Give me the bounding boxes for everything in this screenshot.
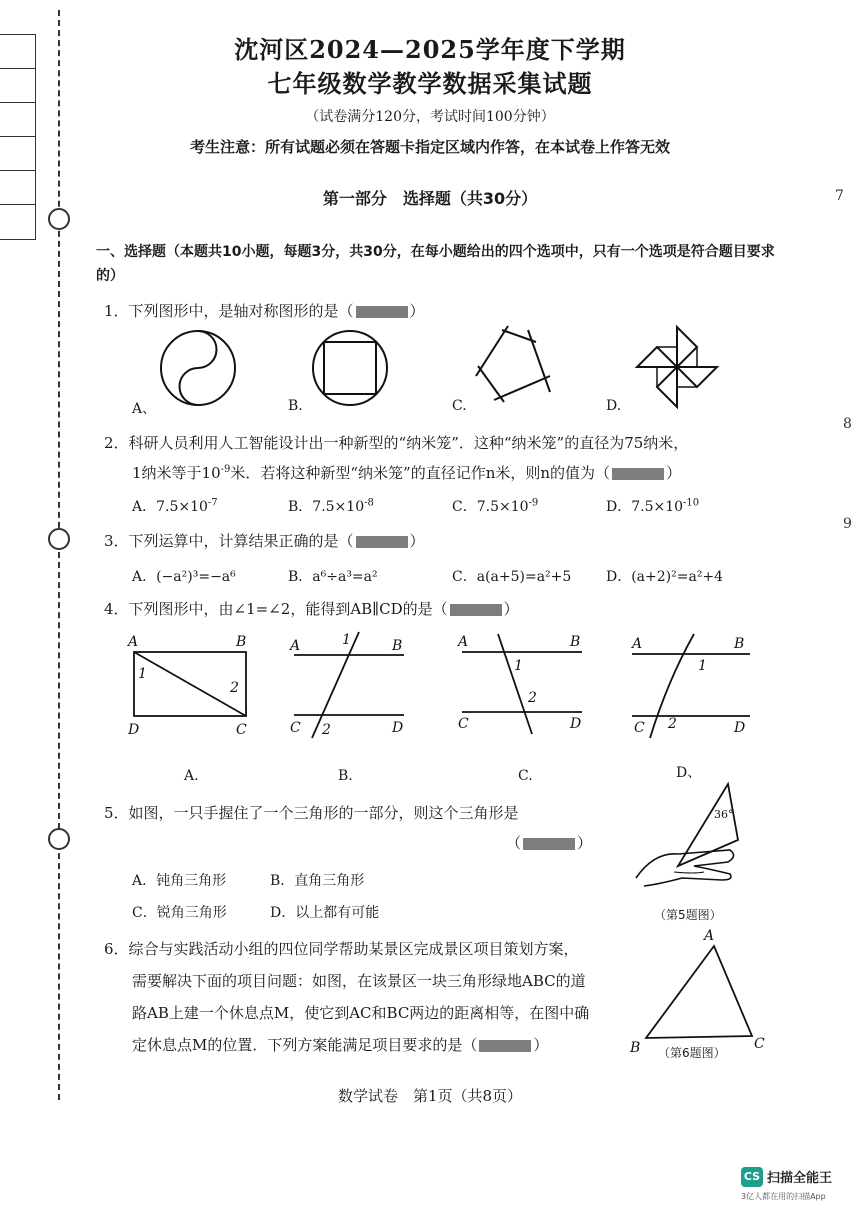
q2-option-exp: -9 [528,497,539,509]
question-4 [104,598,519,619]
q1-figure-a-taiji [158,328,238,408]
page-footer: 数学试卷 第1页（共8页） [337,1087,523,1105]
q1-stem-end: ） [409,302,425,320]
scanner-logo-icon: CS [741,1167,763,1187]
question-3 [104,530,425,551]
q3-option-a: A．(−a²)³=−a⁶ [132,569,236,585]
question-6-line3: 路AB上建一个休息点M，使它到AC和BC两边的距离相等，在图中确 [132,1004,590,1022]
q5-option-a: A．钝角三角形 [132,873,227,889]
q1-figure-b-circle-square [310,328,390,408]
q2-text: ） [666,464,682,482]
q1-option-c: C. [452,398,467,414]
angle-2: 2 [528,690,537,706]
q4-figure-a [124,630,264,740]
angle-2: 2 [322,722,331,738]
q4-option-d: D、 [676,765,702,781]
q6-figure-triangle-abc [628,926,772,1056]
angle-2: 2 [230,680,239,696]
q2-option-a [132,496,218,516]
question-6-line1: 6．综合与实践活动小组的四位同学帮助某景区完成景区项目策划方案， [104,940,579,958]
label-d: D [128,722,140,738]
q1-option-b: B. [288,398,303,414]
q2-option-c [452,496,538,516]
q4-figure-b [284,630,414,740]
binding-dashed-line [58,10,60,1100]
label-b: B [570,634,581,650]
scanner-tagline: 3亿人都在用的扫描App [741,1192,826,1201]
q1-option-d: D. [606,398,622,414]
question-6-line4 [132,1034,548,1055]
q6-caption: （第6题图） [658,1046,726,1060]
question-2-line2 [132,462,681,483]
q2-option-b [288,496,374,516]
q2-text: 米．若将这种新型“纳米笼”的直径记作n米，则n的值为（ [230,464,611,482]
label-c: C [236,722,247,738]
angle-1: 1 [138,666,147,682]
exam-title-line2: 七年级数学教学数据采集试题 [267,69,593,98]
q2-exponent: -9 [220,464,231,475]
q4-option-c: C. [518,768,533,784]
redacted-answer [523,838,575,850]
q3-option-d: D．(a+2)²=a²+4 [606,569,724,585]
label-a: A [458,634,469,650]
q4-option-a: A. [184,768,199,784]
label-b: B [392,638,403,654]
q5-paren: （ [506,834,522,852]
q2-option-exp: -8 [364,497,374,509]
label-d: D [392,720,404,736]
q5-option-b: B．直角三角形 [270,873,365,889]
exam-notice: 考生注意：所有试题必须在答题卡指定区域内作答，在本试卷上作答无效 [189,138,670,156]
q4-figure-c [452,630,592,740]
angle-label: 36° [714,808,734,821]
q4-stem-end: ） [503,600,519,618]
label-c: C [290,720,301,736]
redacted-answer [356,536,408,548]
binding-box [0,204,36,240]
label-a: A [290,638,301,654]
redacted-answer [612,468,664,480]
binding-hole [48,208,70,230]
q2-option-d [606,496,699,516]
label-b: B [734,636,745,652]
scanner-name: 扫描全能王 [767,1171,833,1186]
label-c: C [458,716,469,732]
angle-1: 1 [514,658,523,674]
question-5: 5．如图，一只手握住了一个三角形的一部分，则这个三角形是 [104,804,519,822]
q1-figure-c-pentagon-lines [474,324,554,404]
q5-option-d: D．以上都有可能 [270,905,380,921]
binding-hole [48,528,70,550]
question-2-line1: 2．科研人员利用人工智能设计出一种新型的“纳米笼”．这种“纳米笼”的直径为75纳米， [104,434,689,452]
q1-figure-d-pinwheel [632,322,722,412]
edge-number: 7 [835,188,844,204]
edge-number: 9 [843,516,852,532]
q2-option-text: B．7.5×10 [288,499,365,515]
label-c: C [634,720,645,736]
exam-subtitle: （试卷满分120分，考试时间100分钟） [305,109,555,125]
label-d: D [570,716,582,732]
q5-paren: ） [577,834,593,852]
q6-text: 定休息点M的位置．下列方案能满足项目要求的是（ [132,1036,478,1054]
q6-text: ） [533,1036,549,1054]
vertex-c: C [754,1036,765,1052]
q3-option-b: B．a⁶÷a³=a² [288,569,378,585]
vertex-a: A [704,928,715,944]
q2-option-exp: -10 [683,497,700,509]
q4-stem: 4．下列图形中，由∠1=∠2，能得到AB∥CD的是（ [104,600,448,618]
redacted-answer [479,1040,531,1052]
vertex-b: B [630,1040,641,1056]
q3-option-c: C．a(a+5)=a²+5 [452,569,572,585]
question-1 [104,300,425,321]
q5-caption: （第5题图） [654,908,722,922]
angle-1: 1 [342,632,351,648]
question-6-line2: 需要解决下面的项目问题：如图，在该景区一块三角形绿地ABC的道 [132,972,586,990]
binding-hole [48,828,70,850]
q2-option-text: C．7.5×10 [452,499,529,515]
q5-figure-hand-triangle [634,780,744,910]
redacted-answer [356,306,408,318]
q4-option-b: B. [338,768,353,784]
q5-answer-paren [506,832,592,853]
label-a: A [128,634,139,650]
q4-figure-d [628,630,758,740]
q3-stem: 3．下列运算中，计算结果正确的是（ [104,532,354,550]
part-heading: 第一部分 选择题（共30分） [322,189,538,208]
redacted-answer [450,604,502,616]
q3-stem-end: ） [409,532,425,550]
label-d: D [734,720,746,736]
edge-number: 8 [843,416,852,432]
label-a: A [632,636,643,652]
section-instructions: 一、选择题（本题共10小题，每题3分，共30分，在每小题给出的四个选项中，只有一个选项是符合题目要求的） [96,244,775,284]
q2-option-exp: -7 [207,497,218,509]
angle-1: 1 [698,658,707,674]
q2-option-text: A．7.5×10 [132,499,208,515]
angle-2: 2 [668,716,677,732]
label-b: B [236,634,247,650]
q1-option-a: A、 [132,401,157,417]
q2-option-text: D．7.5×10 [606,499,684,515]
scanner-watermark [741,1165,851,1205]
exam-title-line1: 沈河区2024—2025学年度下学期 [234,35,626,64]
q5-option-c: C．锐角三角形 [132,905,227,921]
q1-stem: 1．下列图形中，是轴对称图形的是（ [104,302,354,320]
q2-text: 1纳米等于10 [132,464,221,482]
